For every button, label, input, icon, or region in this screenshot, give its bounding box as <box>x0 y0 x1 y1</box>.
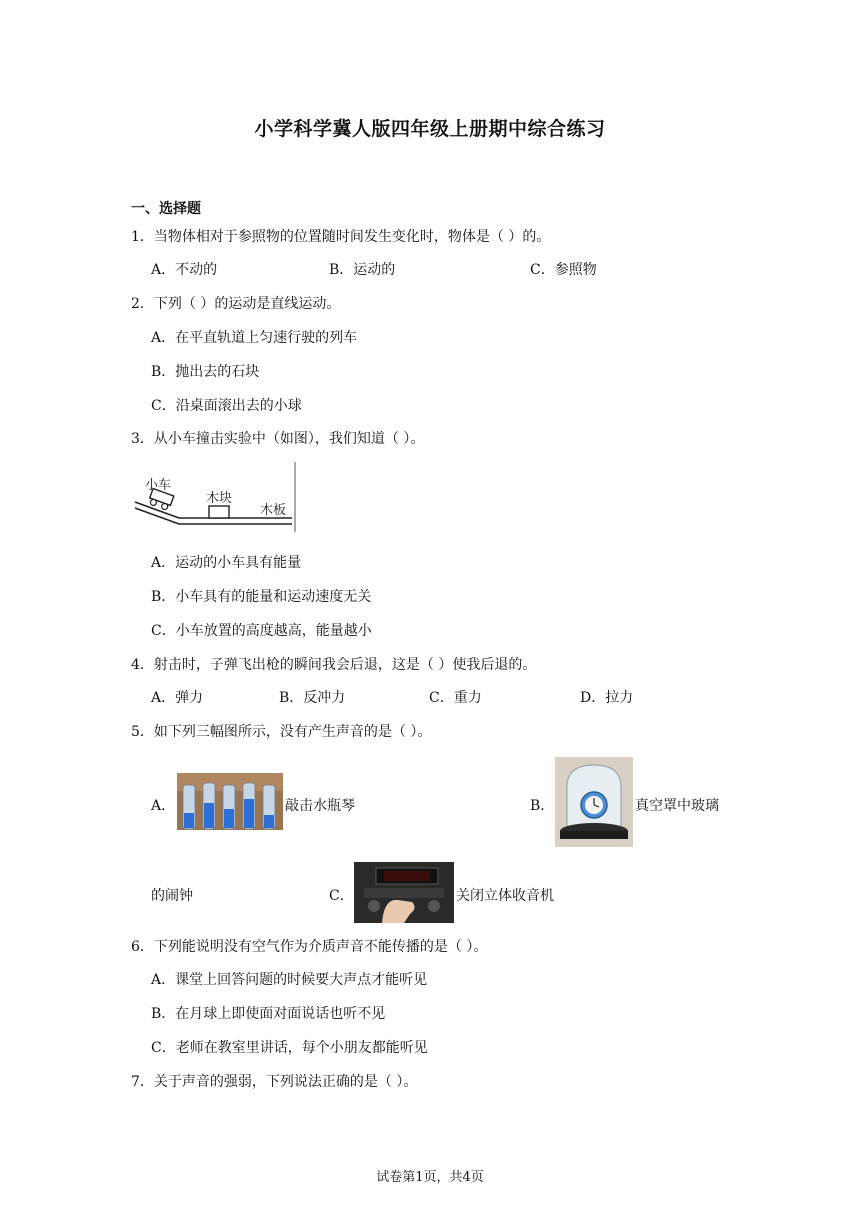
q5-option-c-letter: C． <box>329 888 354 904</box>
q2-option-c: C．沿桌面滚出去的小球 <box>151 398 302 414</box>
question-3: 3．从小车撞击实验中（如图），我们知道（ ）。 <box>131 431 425 447</box>
q2-option-b: B．抛出去的石块 <box>151 364 260 380</box>
q5-option-a-text: 敲击水瓶琴 <box>285 798 355 814</box>
question-2: 2．下列（ ）的运动是直线运动。 <box>131 296 341 312</box>
q3-option-a: A．运动的小车具有能量 <box>151 555 302 571</box>
water-bottle-xylophone-photo <box>177 773 283 830</box>
page-footer: 试卷第1页，共4页 <box>376 1170 484 1185</box>
q2-option-a: A．在平直轨道上匀速行驶的列车 <box>151 330 358 346</box>
q5-option-b-text: 真空罩中玻璃 <box>635 798 719 814</box>
q1-option-a: A．不动的 <box>151 262 218 278</box>
q5-option-b-letter: B． <box>530 798 555 814</box>
q4-option-c: C．重力 <box>429 690 482 706</box>
label-board: 木板 <box>260 503 287 518</box>
cart-collision-figure <box>131 462 298 532</box>
label-car: 小车 <box>145 478 172 493</box>
q1-option-b: B．运动的 <box>329 262 396 278</box>
section-heading: 一、选择题 <box>131 201 201 217</box>
q4-option-a: A．弹力 <box>151 690 204 706</box>
q5-option-c-text: 关闭立体收音机 <box>456 888 554 904</box>
q6-option-c: C．老师在教室里讲话，每个小朋友都能听见 <box>151 1040 428 1056</box>
vacuum-bell-jar-clock-photo <box>555 757 633 847</box>
q1-option-c: C．参照物 <box>530 262 597 278</box>
question-5: 5．如下列三幅图所示，没有产生声音的是（ ）。 <box>131 724 432 740</box>
q6-option-b: B．在月球上即使面对面说话也听不见 <box>151 1006 386 1022</box>
q5-option-a-letter: A． <box>151 798 176 814</box>
question-1: 1．当物体相对于参照物的位置随时间发生变化时，物体是（ ）的。 <box>131 229 551 245</box>
question-6: 6．下列能说明没有空气作为介质声音不能传播的是（ ）。 <box>131 939 488 955</box>
q4-option-b: B．反冲力 <box>279 690 346 706</box>
q3-option-b: B．小车具有的能量和运动速度无关 <box>151 589 372 605</box>
question-4: 4．射击时，子弹飞出枪的瞬间我会后退，这是（ ）使我后退的。 <box>131 657 537 673</box>
page-title: 小学科学冀人版四年级上册期中综合练习 <box>254 118 606 140</box>
label-block: 木块 <box>206 491 233 506</box>
car-radio-photo <box>354 862 454 923</box>
q4-option-d: D．拉力 <box>580 690 634 706</box>
q6-option-a: A．课堂上回答问题的时候要大声点才能听见 <box>151 972 428 988</box>
q5-option-b-continued: 的闹钟 <box>151 888 193 904</box>
q3-option-c: C．小车放置的高度越高，能量越小 <box>151 623 372 639</box>
question-7: 7．关于声音的强弱，下列说法正确的是（ ）。 <box>131 1074 418 1090</box>
